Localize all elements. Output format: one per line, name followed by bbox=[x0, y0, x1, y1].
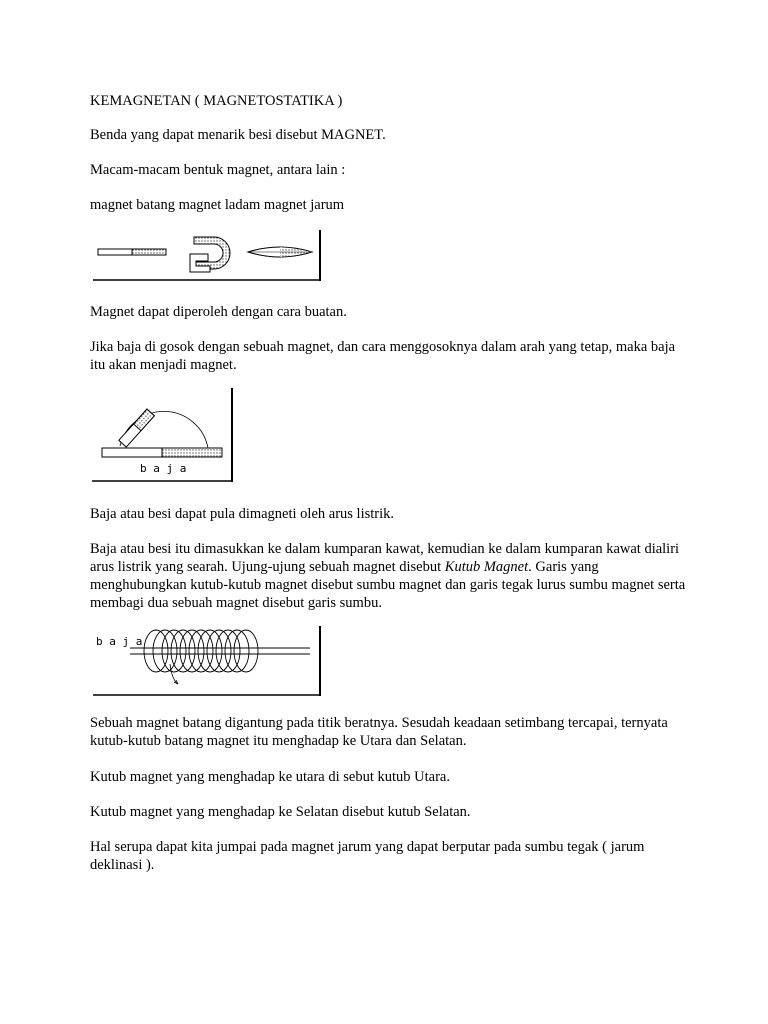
paragraph-artificial-magnet: Magnet dapat diperoleh dengan cara buatan. bbox=[90, 304, 347, 320]
steel-label: b a j a bbox=[140, 462, 187, 475]
coil-text-part-1: Baja atau besi itu dimasukkan ke dalam kumparan kawat, kemudian ke dalam kumparan kawat dialiri arus listrik yang searah. Ujung-ujung sebuah magnet disebut bbox=[90, 541, 680, 575]
horseshoe-magnet-icon bbox=[190, 237, 230, 272]
paragraph-south-pole: Kutub magnet yang menghadap ke Selatan disebut kutub Selatan. bbox=[90, 804, 471, 820]
figure-coil-steel bbox=[90, 624, 326, 703]
document-title: KEMAGNETAN ( MAGNETOSTATIKA ) bbox=[90, 93, 343, 109]
paragraph-hanging-magnet: Sebuah magnet batang digantung pada titik beratnya. Sesudah keadaan setimbang tercapai, ternyata kutub-kutub batang magnet itu menghadap ke Utara dan Selatan. bbox=[90, 715, 668, 749]
figure-magnet-types bbox=[90, 228, 326, 289]
figure-magnet-types-drawing bbox=[90, 228, 326, 284]
kutub-magnet-term: Kutub Magnet bbox=[444, 559, 529, 575]
paragraph-declination-needle: Hal serupa dapat kita jumpai pada magnet jarum yang dapat berputar pada sumbu tegak ( jarum deklinasi ). bbox=[90, 839, 645, 873]
coil-steel-label: b a j a bbox=[96, 635, 143, 648]
paragraph-coil-and-poles bbox=[90, 540, 690, 612]
paragraph-magnet-types: magnet batang magnet ladam magnet jarum bbox=[90, 197, 345, 213]
paragraph-magnet-definition: Benda yang dapat menarik besi disebut MAGNET. bbox=[90, 127, 386, 143]
paragraph-electric-magnetization: Baja atau besi dapat pula dimagneti oleh arus listrik. bbox=[90, 506, 395, 522]
coil-icon bbox=[144, 630, 258, 672]
coil-text-part-2: . Garis yang menghubungkan kutub-kutub magnet disebut sumbu magnet dan garis tegak lurus sumbu magnet serta membagi dua sebuah magnet disebut garis sumbu. bbox=[90, 559, 686, 611]
paragraph-north-pole: Kutub magnet yang menghadap ke utara di sebut kutub Utara. bbox=[90, 769, 450, 785]
figure-rubbing-steel-drawing bbox=[90, 386, 240, 484]
paragraph-rubbing-method: Jika baja di gosok dengan sebuah magnet, dan cara menggosoknya dalam arah yang tetap, maka baja itu akan menjadi magnet. bbox=[90, 339, 676, 373]
needle-magnet-icon bbox=[248, 247, 312, 257]
figure-rubbing-steel bbox=[90, 386, 240, 489]
paragraph-magnet-shapes: Macam-macam bentuk magnet, antara lain : bbox=[90, 162, 346, 178]
rubbing-magnet-icon bbox=[119, 409, 155, 447]
figure-coil-steel-drawing bbox=[90, 624, 326, 698]
